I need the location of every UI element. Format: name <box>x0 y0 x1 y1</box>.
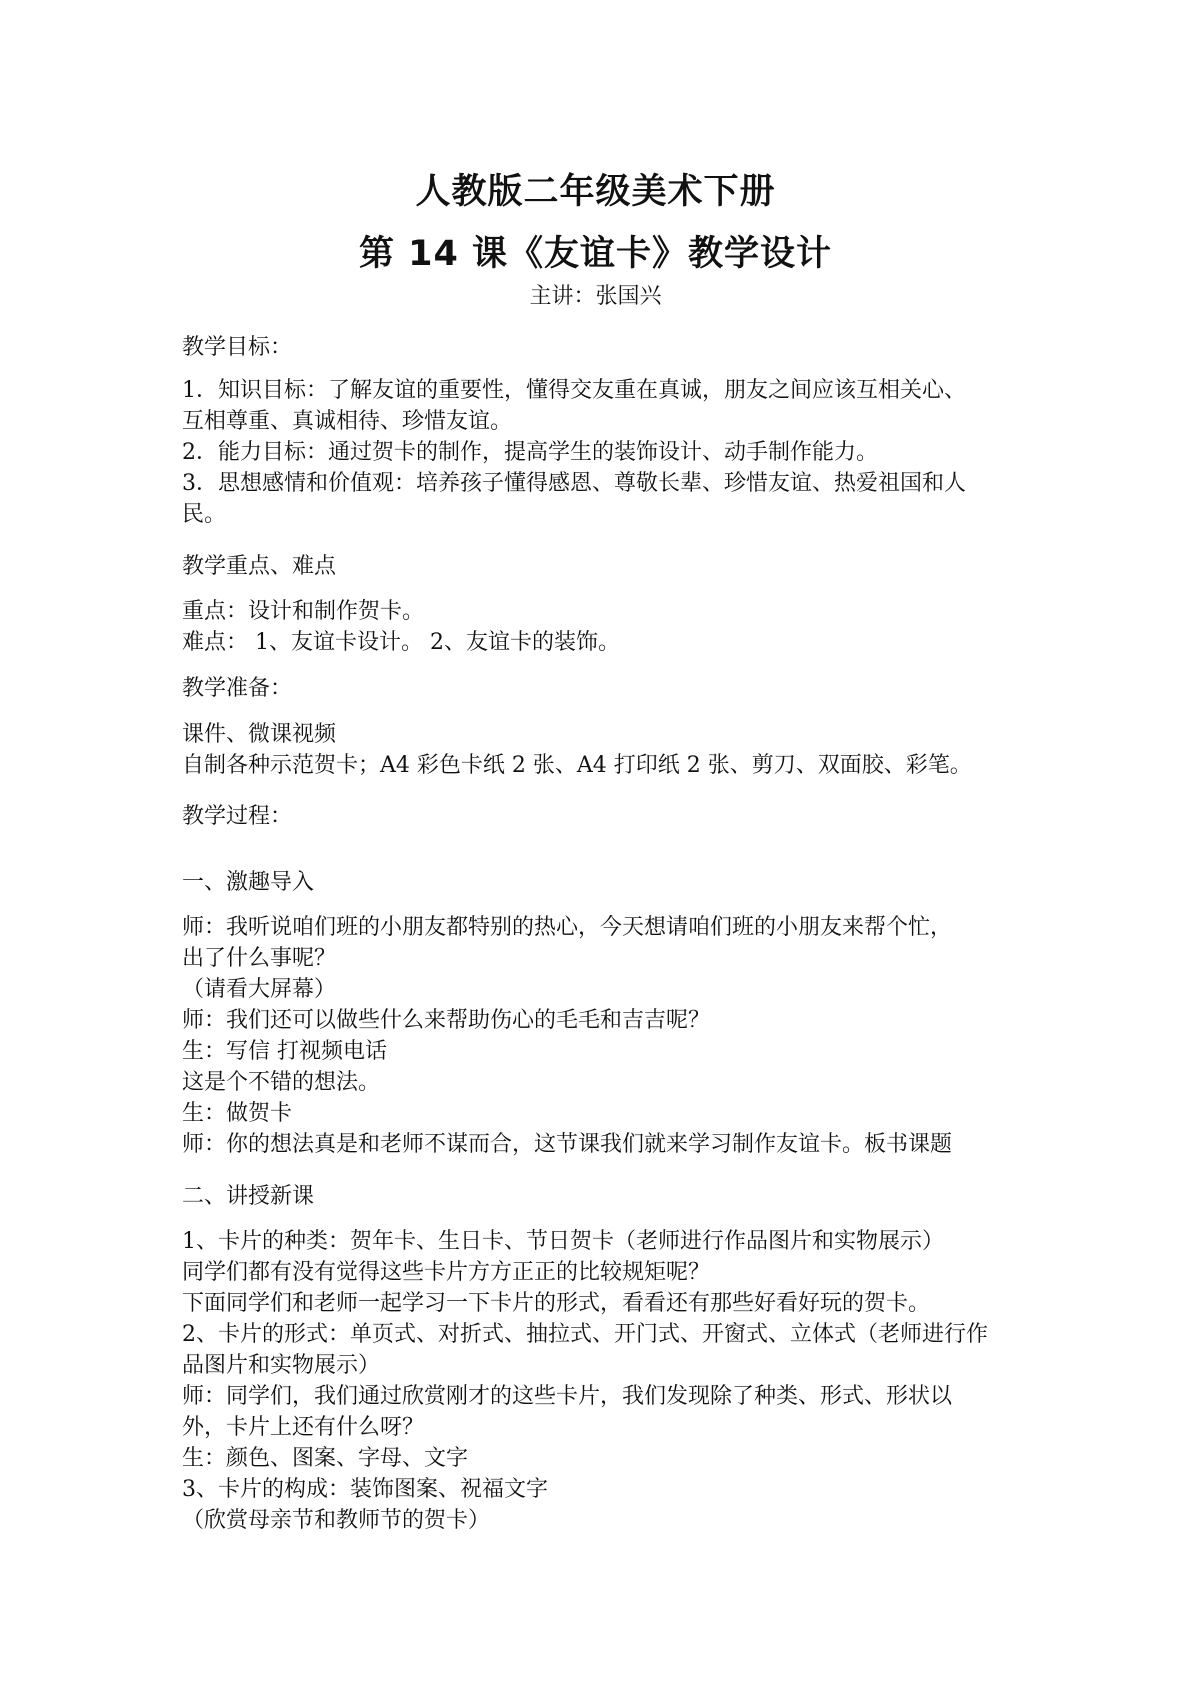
intro-paragraph <box>182 912 1022 1160</box>
goals-paragraph <box>182 375 1022 530</box>
text-line: 2、卡片的形式：单页式、对折式、抽拉式、开门式、开窗式、立体式（老师进行作 <box>182 1322 988 1347</box>
text-line: 这是个不错的想法。 <box>182 1070 381 1095</box>
section-heading-keypoints: 教学重点、难点 <box>182 554 337 579</box>
lesson-title: 第 14 课《友谊卡》教学设计 <box>358 234 833 274</box>
text-line: 生：做贺卡 <box>182 1101 293 1126</box>
section-heading-process: 教学过程： <box>182 804 293 829</box>
text-line: 重点：设计和制作贺卡。 <box>182 599 425 624</box>
text-line: 1、卡片的种类：贺年卡、生日卡、节日贺卡（老师进行作品图片和实物展示） <box>182 1229 944 1254</box>
text-line: 外，卡片上还有什么呀？ <box>182 1415 425 1440</box>
section-heading-goals: 教学目标： <box>182 335 293 360</box>
text-line: 3、卡片的构成：装饰图案、祝福文字 <box>182 1477 548 1502</box>
text-line: 生：写信 打视频电话 <box>182 1039 387 1064</box>
section-heading-prep: 教学准备： <box>182 676 293 701</box>
document-title: 人教版二年级美术下册 <box>415 172 776 212</box>
text-line: 品图片和实物展示） <box>182 1353 381 1378</box>
text-line: （请看大屏幕） <box>182 977 337 1002</box>
text-line: 自制各种示范贺卡；A4 彩色卡纸 2 张、A4 打印纸 2 张、剪刀、双面胶、彩笔。 <box>182 753 972 778</box>
text-line: 师：我们还可以做些什么来帮助伤心的毛毛和吉吉呢？ <box>182 1008 711 1033</box>
text-line: 师：同学们，我们通过欣赏刚才的这些卡片，我们发现除了种类、形式、形状以 <box>182 1384 953 1409</box>
text-line: 同学们都有没有觉得这些卡片方方正正的比较规矩呢？ <box>182 1260 711 1285</box>
presenter-line: 主讲：张国兴 <box>529 284 662 309</box>
text-line: 下面同学们和老师一起学习一下卡片的形式，看看还有那些好看好玩的贺卡。 <box>182 1291 931 1316</box>
text-line: 民。 <box>182 502 227 527</box>
text-line: 1．知识目标：了解友谊的重要性，懂得交友重在真诚，朋友之间应该互相关心、 <box>182 378 966 403</box>
text-line: 师：你的想法真是和老师不谋而合，这节课我们就来学习制作友谊卡。板书课题 <box>182 1132 953 1157</box>
text-line: 师：我听说咱们班的小朋友都特别的热心，今天想请咱们班的小朋友来帮个忙， <box>182 915 953 940</box>
text-line: 出了什么事呢？ <box>182 946 337 971</box>
text-line: 互相尊重、真诚相待、珍惜友谊。 <box>182 409 513 434</box>
part-heading-intro: 一、激趣导入 <box>182 870 315 895</box>
text-line: 3．思想感情和价值观：培养孩子懂得感恩、尊敬长辈、珍惜友谊、热爱祖国和人 <box>182 471 966 496</box>
keypoints-paragraph <box>182 596 1022 658</box>
text-line: 难点： 1、友谊卡设计。 2、友谊卡的装饰。 <box>182 630 620 655</box>
text-line: 生：颜色、图案、字母、文字 <box>182 1446 469 1471</box>
part-heading-new-lesson: 二、讲授新课 <box>182 1184 315 1209</box>
text-line: 2．能力目标：通过贺卡的制作，提高学生的装饰设计、动手制作能力。 <box>182 440 878 465</box>
new-lesson-paragraph <box>182 1226 1022 1536</box>
text-line: 课件、微课视频 <box>182 722 337 747</box>
prep-paragraph <box>182 719 1022 781</box>
text-line: （欣赏母亲节和教师节的贺卡） <box>182 1508 491 1533</box>
